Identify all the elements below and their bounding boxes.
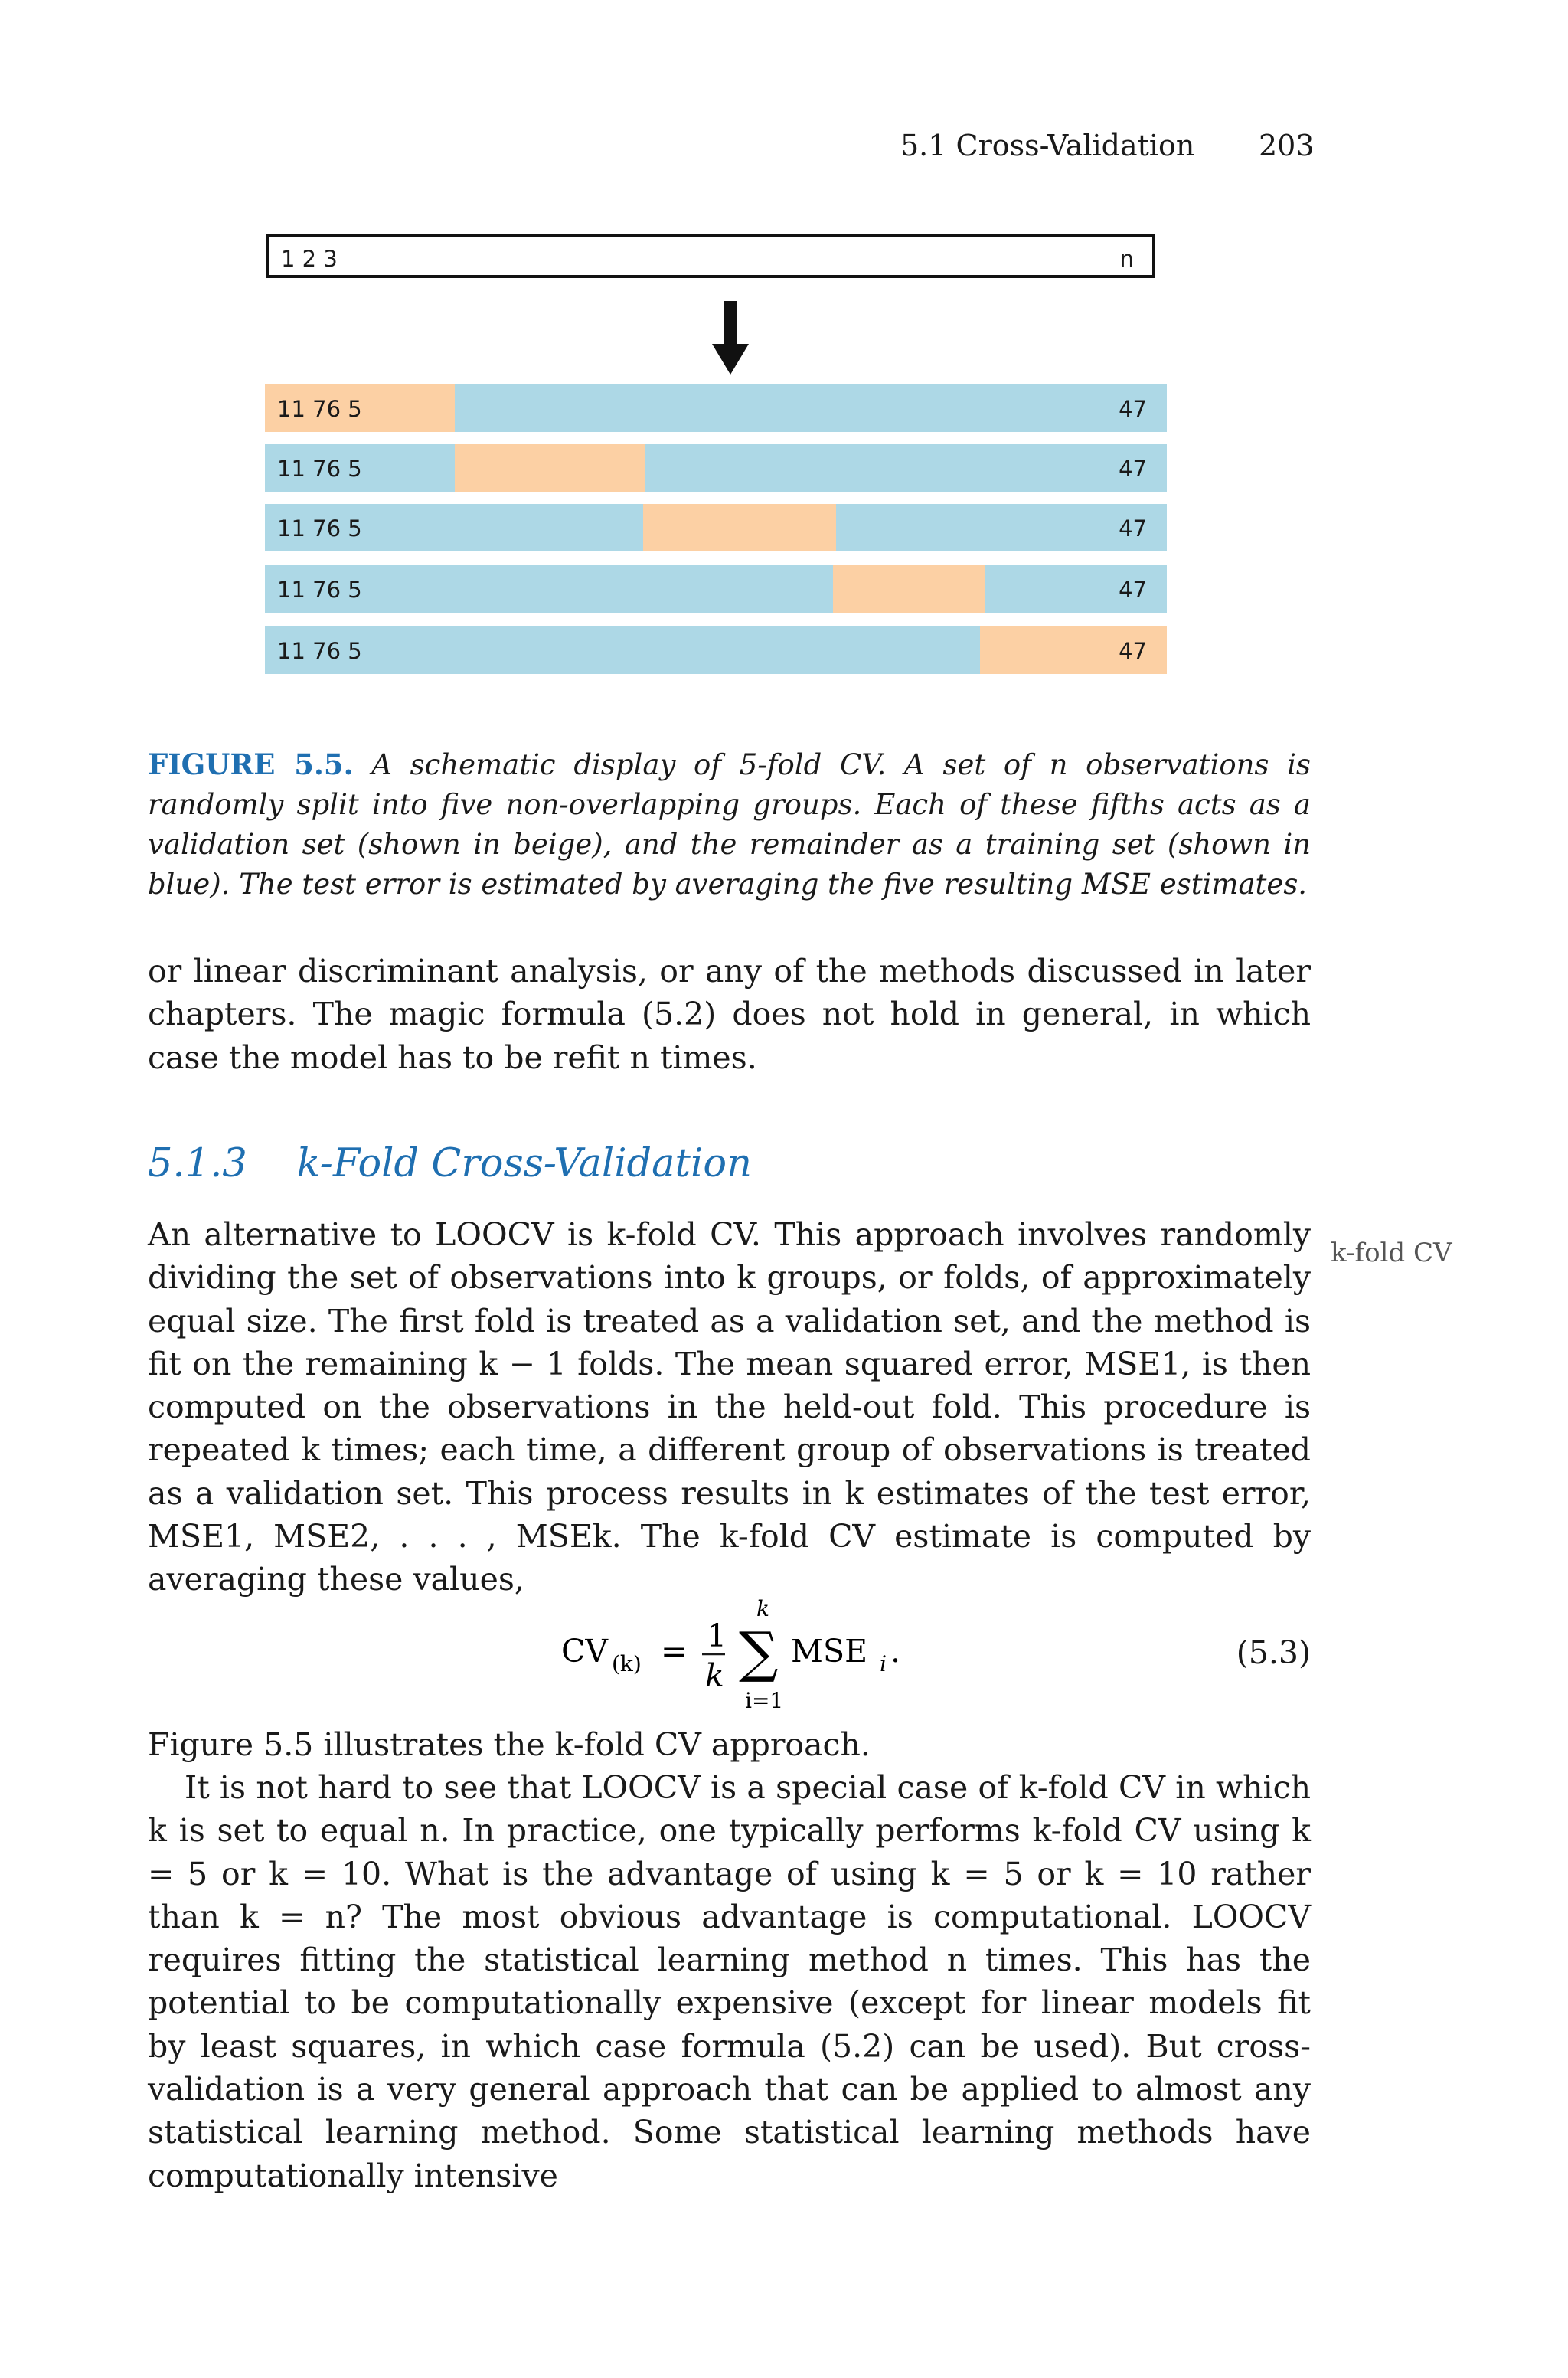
paragraph-4: It is not hard to see that LOOCV is a special case of k-fold CV in which k is set to equal n. In practice, one typically performs k-fold CV using k = 5 or k = 10. What is the advantage of using k = 5 or k = 10 rather than k = n? The most obvious advantage is computational. LOOCV requires fitting the statistical learning method n times. This has the potential to be computationally expensive (except for linear models fit by least squares, in which case formula (5.2) can be used). But cross-validation is a very general approach that can be applied to almost any statistical learning method. Some statistical learning methods have computationally intensive (148, 1769, 1311, 2194)
eq-frac-den: k (705, 1657, 724, 1694)
fold-row-left-label: 11 76 5 (277, 396, 362, 422)
eq-term-sub: i (880, 1651, 887, 1676)
fold-row (265, 504, 1167, 551)
down-arrow-icon (712, 301, 749, 375)
equation-number: (5.3) (1236, 1634, 1311, 1671)
fold-row (265, 626, 1167, 674)
observations-bar-left-label: 1 2 3 (281, 246, 338, 272)
section-number: 5.1.3 (148, 1141, 247, 1186)
observations-bar (266, 234, 1155, 278)
eq-sum-upper: k (756, 1596, 769, 1621)
validation-segment (455, 444, 645, 492)
fold-row-right-label: 47 (1119, 396, 1147, 422)
fold-row-left-label: 11 76 5 (277, 577, 362, 603)
eq-equals: = (661, 1633, 688, 1670)
paragraph-3: Figure 5.5 illustrates the k-fold CV approach. (148, 1726, 871, 1763)
running-header-title: 5.1 Cross-Validation (900, 129, 1195, 162)
eq-term: MSE (791, 1633, 867, 1670)
figure-label: FIGURE 5.5. (148, 747, 354, 781)
paragraph-1: or linear discriminant analysis, or any of the methods discussed in later chapters. The magic formula (5.2) does not hold in general, in which case the model has to be refit n times. (148, 953, 1311, 1076)
equation (561, 1593, 990, 1716)
section-title: k-Fold Cross-Validation (296, 1141, 752, 1186)
fold-row-right-label: 47 (1119, 577, 1147, 603)
validation-segment (833, 565, 985, 613)
page-number: 203 (1259, 129, 1315, 162)
observations-bar-right-label: n (1119, 246, 1134, 272)
figure-caption (148, 744, 1311, 904)
equation-block (148, 1593, 1311, 1716)
fold-row-left-label: 11 76 5 (277, 515, 362, 541)
paragraph-2: An alternative to LOOCV is k-fold CV. This approach involves randomly dividing the set of observations into k groups, or folds, of approximately equal size. The first fold is treated as a validation set, and the method is fit on the remaining k − 1 folds. The mean squared error, MSE1, is then computed on the observations in the held-out fold. This procedure is repeated k times; each time, a different group of observations is treated as a validation set. This process results in k estimates of the test error, MSE1, MSE2, . . . , MSEk. The k-fold CV estimate is computed by averaging these values, (148, 1216, 1311, 1598)
eq-sum-lower: i=1 (745, 1688, 784, 1713)
fold-row-right-label: 47 (1119, 638, 1147, 664)
validation-segment (643, 504, 836, 551)
margin-note: k-fold CV (1331, 1238, 1452, 1268)
fold-row (265, 565, 1167, 613)
eq-lhs: CV (561, 1633, 608, 1670)
eq-sum-symbol: ∑ (739, 1620, 779, 1684)
section-heading (148, 1141, 752, 1186)
fold-row-left-label: 11 76 5 (277, 638, 362, 664)
fold-row (265, 444, 1167, 492)
fold-row (265, 384, 1167, 432)
fold-row-right-label: 47 (1119, 515, 1147, 541)
fold-row-left-label: 11 76 5 (277, 456, 362, 482)
eq-end: . (890, 1633, 901, 1670)
eq-frac-num: 1 (707, 1617, 727, 1654)
figure-caption-text: A schematic display of 5-fold CV. A set of n observations is randomly split into five non-overlapping groups. Each of these fifths acts as a validation set (shown in beige), and the remainder as a training set (shown in blue). The test error is estimated by averaging the five resulting MSE estimates. (148, 748, 1311, 901)
fold-row-right-label: 47 (1119, 456, 1147, 482)
eq-lhs-sub: (k) (612, 1651, 642, 1676)
